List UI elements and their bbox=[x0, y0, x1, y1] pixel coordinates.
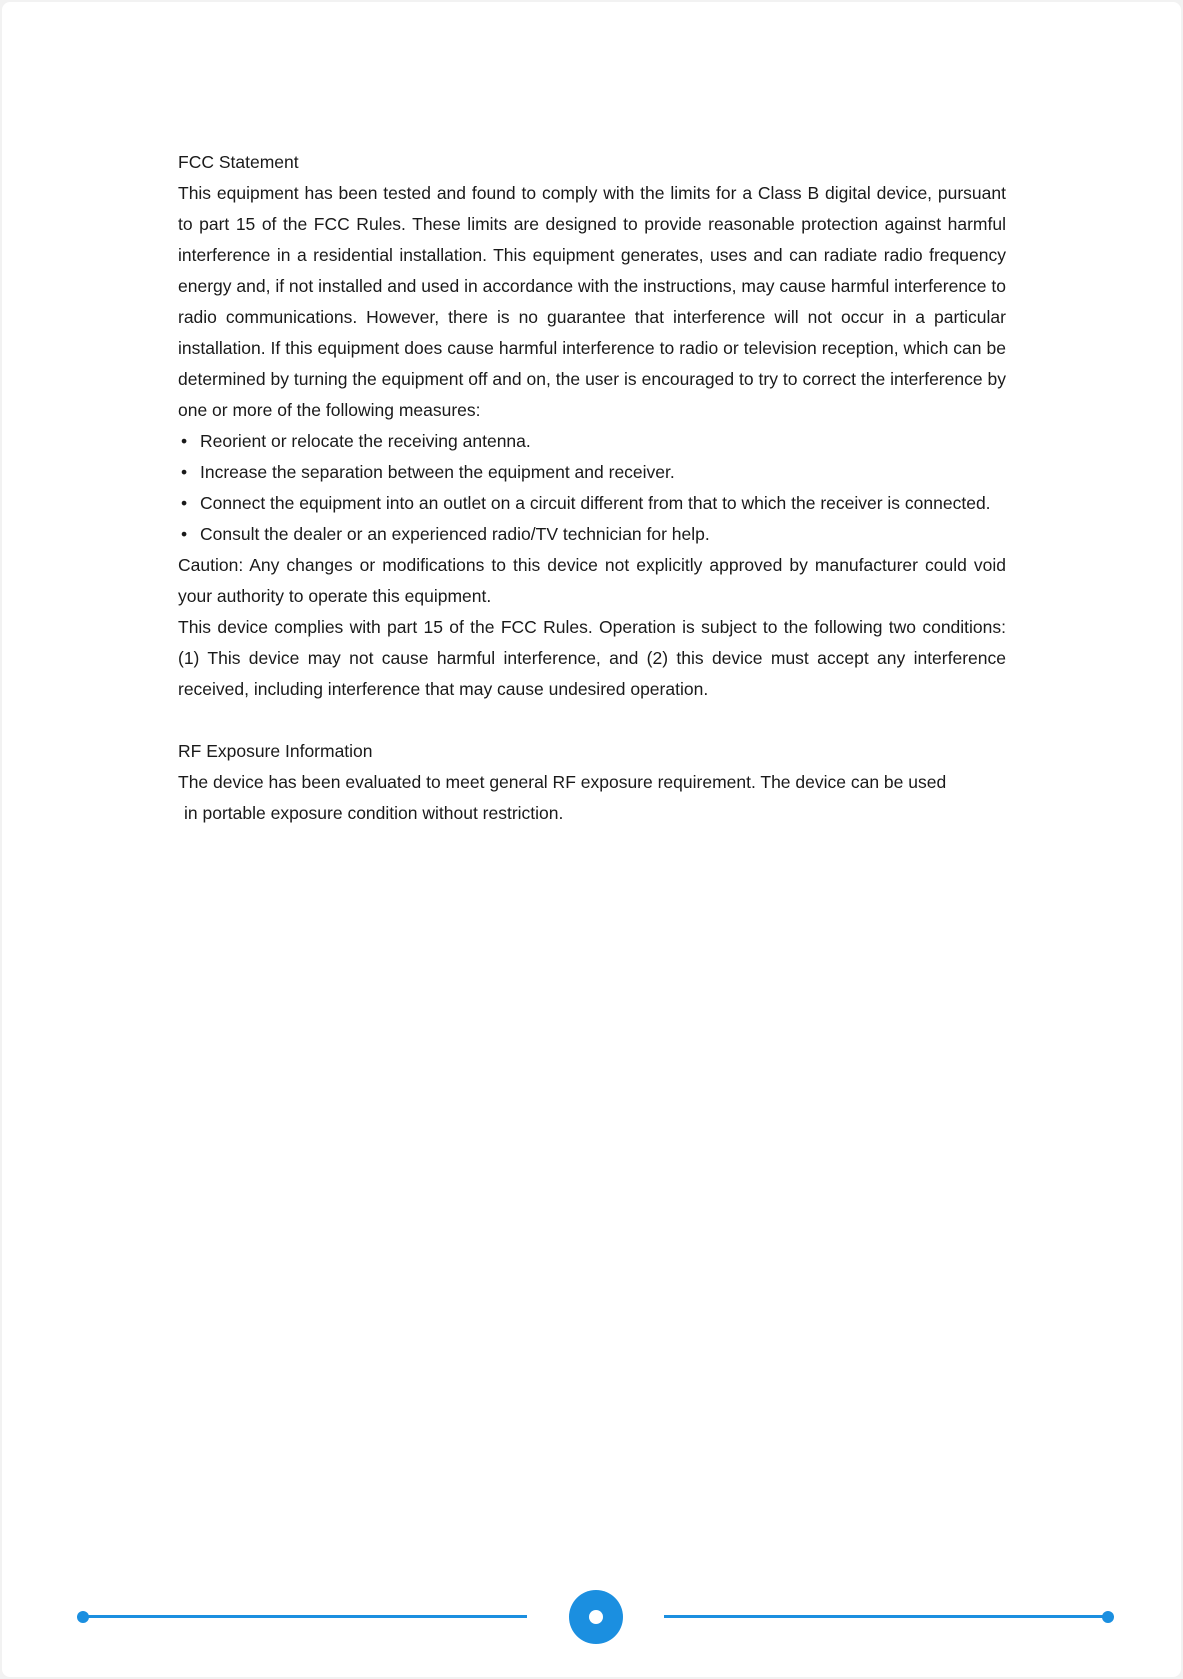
bullet-icon: • bbox=[181, 462, 188, 482]
footer-right-rule bbox=[664, 1615, 1109, 1618]
measure-text: Increase the separation between the equipment and receiver. bbox=[200, 462, 675, 482]
compliance-paragraph: This device complies with part 15 of the FCC Rules. Operation is subject to the following two conditions: (1) This device may not cause harmful interference, and (2) this device must accept any interference received, including interference that may cause undesired operation. bbox=[178, 617, 1006, 699]
list-item bbox=[178, 426, 1006, 457]
measure-text: Consult the dealer or an experienced radio/TV technician for help. bbox=[200, 524, 710, 544]
list-item bbox=[178, 488, 1006, 519]
footer-left-rule bbox=[83, 1615, 527, 1618]
section-spacer bbox=[178, 705, 1006, 736]
fcc-statement-heading: FCC Statement bbox=[178, 152, 299, 172]
measure-text: Connect the equipment into an outlet on a circuit different from that to which the receiver is connected. bbox=[200, 493, 991, 513]
bullet-icon: • bbox=[181, 493, 188, 513]
list-item bbox=[178, 457, 1006, 488]
footer-right-dot-icon bbox=[1102, 1611, 1114, 1623]
document-body bbox=[178, 147, 1006, 829]
page-marker-center bbox=[589, 1610, 603, 1624]
caution-paragraph: Caution: Any changes or modifications to this device not explicitly approved by manufacturer could void your authority to operate this equipment. bbox=[178, 555, 1006, 606]
list-item bbox=[178, 519, 1006, 550]
document-page bbox=[2, 2, 1181, 1677]
bullet-icon: • bbox=[181, 431, 188, 451]
rf-exposure-line: The device has been evaluated to meet general RF exposure requirement. The device can be used bbox=[178, 772, 947, 792]
page-marker-icon bbox=[569, 1590, 623, 1644]
bullet-icon: • bbox=[181, 524, 188, 544]
fcc-intro-paragraph: This equipment has been tested and found to comply with the limits for a Class B digital device, pursuant to part 15 of the FCC Rules. These limits are designed to provide reasonable protection against harmful interference in a residential installation. This equipment generates, uses and can radiate radio frequency energy and, if not installed and used in accordance with the instructions, may cause harmful interference to radio communications. However, there is no guarantee that interference will not occur in a particular installation. If this equipment does cause harmful interference to radio or television reception, which can be determined by turning the equipment off and on, the user is encouraged to try to correct the interference by one or more of the following measures: bbox=[178, 183, 1006, 420]
measure-text: Reorient or relocate the receiving antenna. bbox=[200, 431, 531, 451]
rf-exposure-heading: RF Exposure Information bbox=[178, 741, 373, 761]
rf-exposure-line: in portable exposure condition without restriction. bbox=[184, 803, 564, 823]
